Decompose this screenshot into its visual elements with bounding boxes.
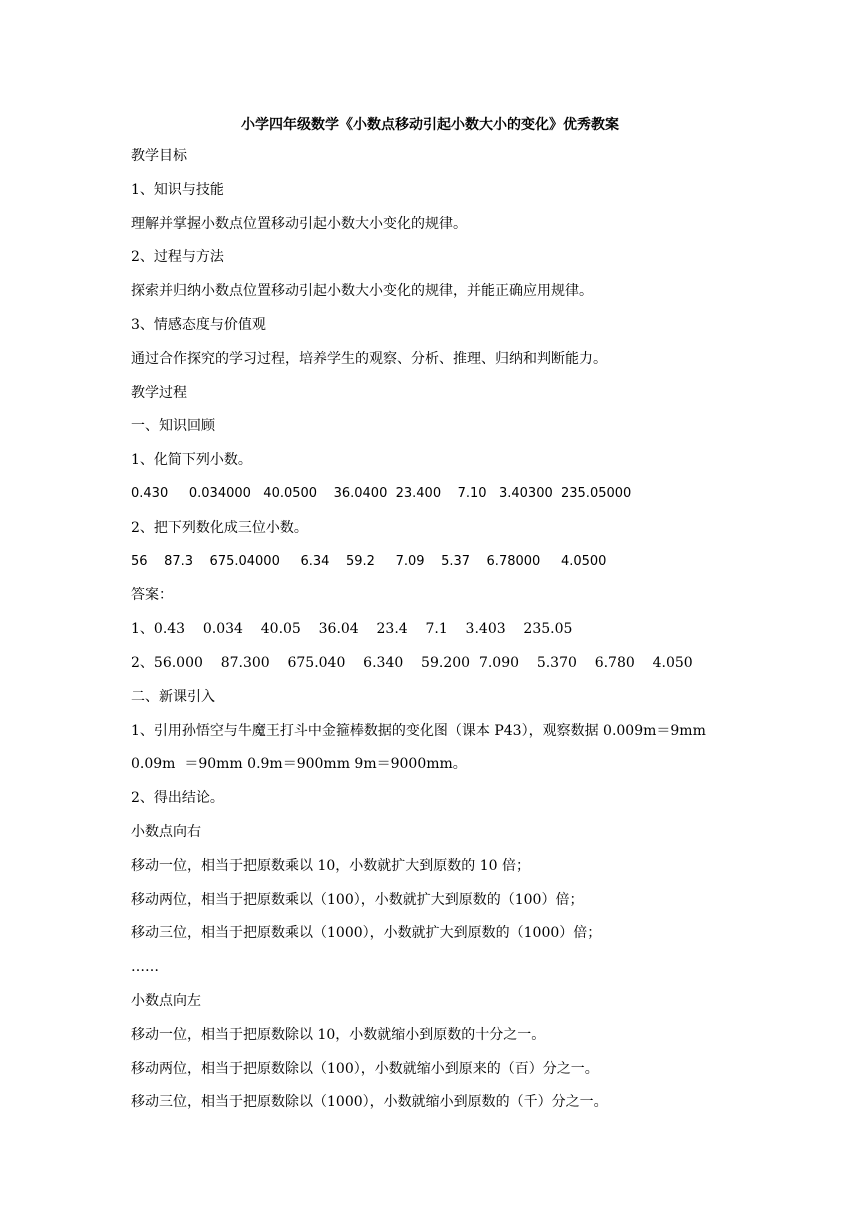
section-heading-teaching-goals: 教学目标 [131,148,187,164]
rule-heading-left: 小数点向左 [131,992,201,1009]
exercise-prompt: 1、化简下列小数。 [131,452,252,469]
rule-line: 移动三位，相当于把原数除以（1000），小数就缩小到原数的（千）分之一。 [131,1094,608,1111]
subheading-new-lesson: 二、新课引入 [131,688,215,705]
rule-heading-right: 小数点向右 [131,823,201,840]
paragraph: 1、引用孙悟空与牛魔王打斗中金箍棒数据的变化图（课本 P43），观察数据 0.009m＝9mm [131,722,706,739]
subheading-review: 一、知识回顾 [131,418,215,435]
paragraph: 2、得出结论。 [131,790,224,807]
exercise-numbers: 0.430 0.034000 40.0500 36.0400 23.400 7.10 3.40300 235.05000 [131,485,632,501]
subheading-attitude-values: 3、情感态度与价值观 [131,316,266,333]
rule-line: 移动三位，相当于把原数乘以（1000），小数就扩大到原数的（1000）倍； [131,925,602,942]
document-body [131,146,771,1126]
answer-line: 2、56.000 87.300 675.040 6.340 59.200 7.090 5.370 6.780 4.050 [131,654,693,671]
rule-line: 移动一位，相当于把原数乘以 10，小数就扩大到原数的 10 倍； [131,857,530,874]
answer-line: 1、0.43 0.034 40.05 36.04 23.4 7.1 3.403 235.05 [131,621,573,638]
subheading-process-method: 2、过程与方法 [131,249,224,266]
paragraph: 理解并掌握小数点位置移动引起小数大小变化的规律。 [131,215,467,232]
answers-label: 答案： [131,587,173,604]
rule-line: 移动一位，相当于把原数除以 10，小数就缩小到原数的十分之一。 [131,1026,546,1043]
ellipsis-line: …… [131,959,159,976]
exercise-prompt: 2、把下列数化成三位小数。 [131,519,308,536]
rule-line: 移动两位，相当于把原数除以（100），小数就缩小到原来的（百）分之一。 [131,1060,599,1077]
exercise-numbers: 56 87.3 675.04000 6.34 59.2 7.09 5.37 6.78000 4.0500 [131,553,607,569]
document-title: 小学四年级数学《小数点移动引起小数大小的变化》优秀教案 [241,117,619,133]
paragraph: 通过合作探究的学习过程，培养学生的观察、分析、推理、归纳和判断能力。 [131,350,607,367]
paragraph: 探索并归纳小数点位置移动引起小数大小变化的规律，并能正确应用规律。 [131,283,593,300]
rule-line: 移动两位，相当于把原数乘以（100），小数就扩大到原数的（100）倍； [131,891,584,908]
section-heading-teaching-process: 教学过程 [131,384,187,401]
paragraph-continued: 0.09m ＝90mm 0.9m＝900mm 9m＝9000mm。 [131,756,467,773]
subheading-knowledge-skills: 1、知识与技能 [131,181,224,198]
